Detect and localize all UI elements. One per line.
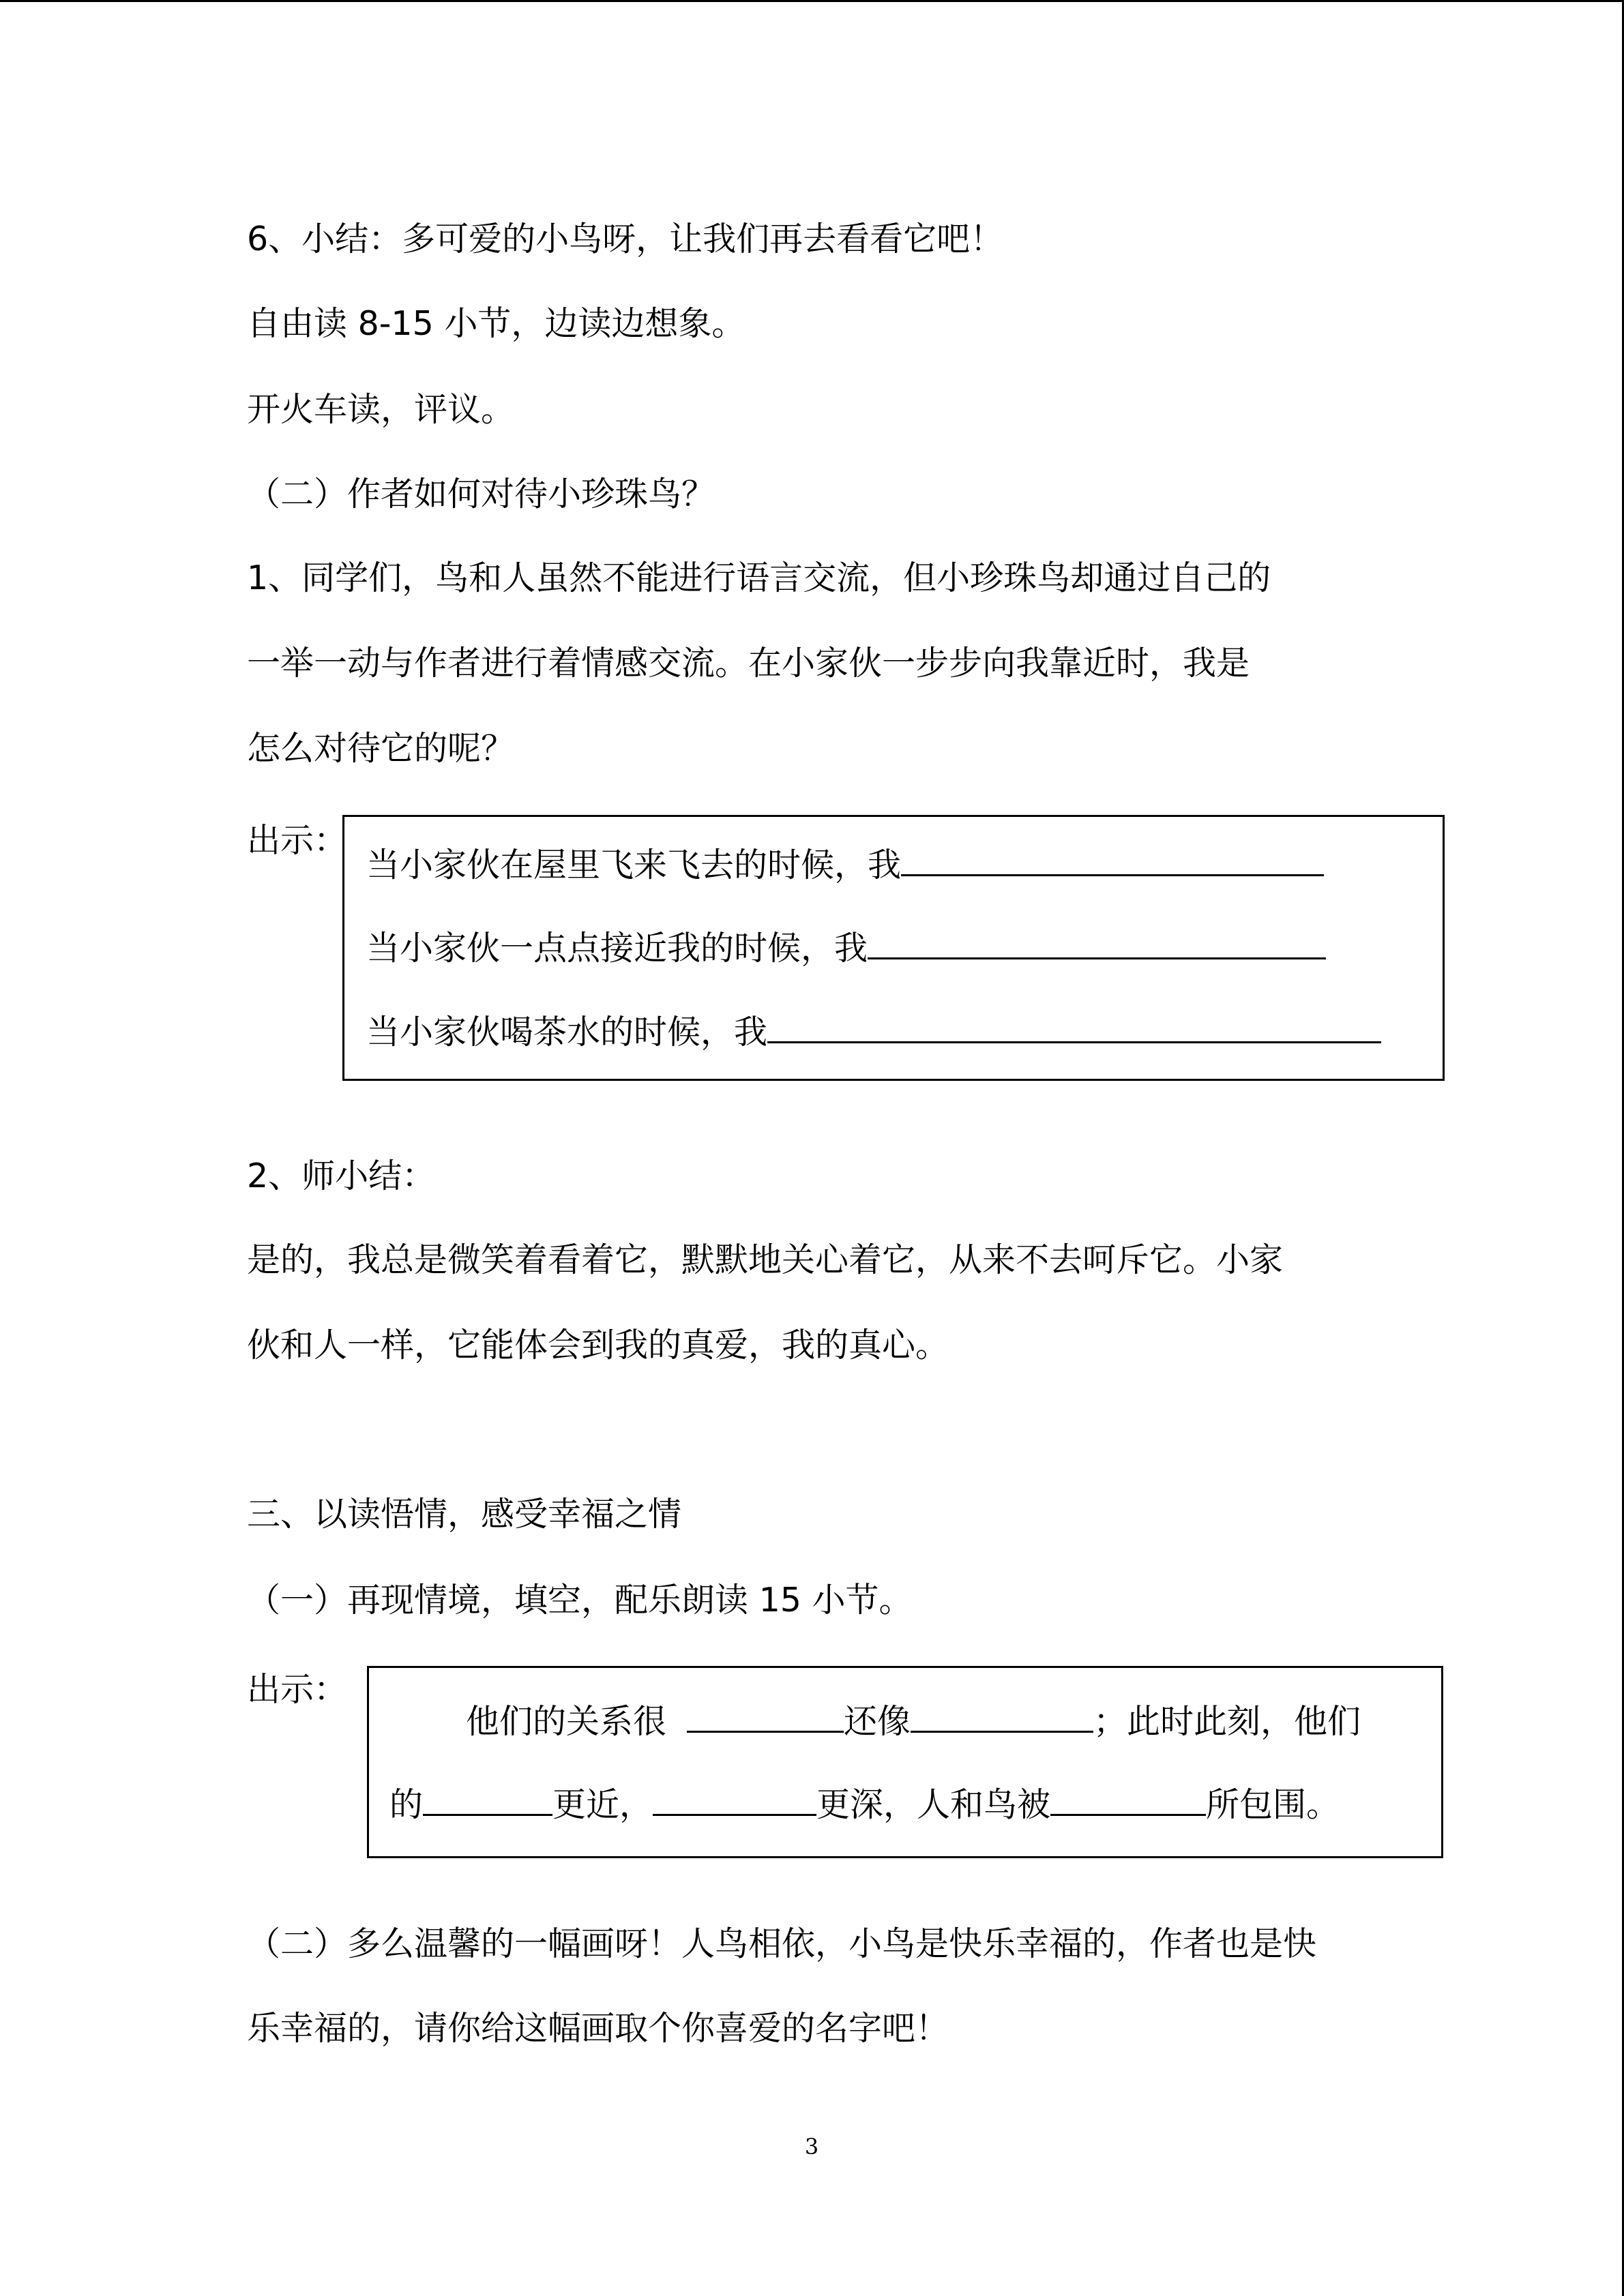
fill-in-row — [466, 1701, 1361, 1742]
paragraph-line: 1、同学们，鸟和人虽然不能进行语言交流，但小珍珠鸟却通过自己的 — [247, 558, 1271, 597]
fill-in-prompt: 当小家伙一点点接近我的时候，我 — [366, 929, 868, 968]
fill-in-text: 他们的关系很 — [466, 1702, 667, 1741]
fill-in-box — [367, 1666, 1443, 1858]
fill-in-text: ；此时此刻，他们 — [1093, 1702, 1361, 1741]
fill-in-text: 还像 — [844, 1702, 911, 1741]
paragraph-line: 一举一动与作者进行着情感交流。在小家伙一步步向我靠近时，我是 — [247, 644, 1250, 683]
fill-in-text: 所包围。 — [1206, 1785, 1340, 1824]
answer-blank[interactable] — [1050, 1784, 1206, 1816]
answer-blank[interactable] — [423, 1784, 552, 1816]
summary-line: 6、小结：多可爱的小鸟呀，让我们再去看看它吧！ — [247, 220, 1004, 258]
paragraph-line: 伙和人一样，它能体会到我的真爱，我的真心。 — [247, 1326, 949, 1365]
fill-in-row — [366, 1011, 1381, 1053]
show-label: 出示： — [247, 821, 348, 860]
fill-in-row — [389, 1784, 1340, 1825]
page-number: 3 — [804, 2134, 819, 2160]
teacher-summary-heading: 2、师小结： — [247, 1157, 436, 1195]
fill-in-prompt: 当小家伙在屋里飞来飞去的时候，我 — [366, 846, 902, 884]
answer-blank[interactable] — [868, 927, 1326, 959]
train-reading-line: 开火车读，评议。 — [247, 390, 515, 429]
show-label: 出示： — [247, 1670, 348, 1709]
paragraph-line: （二）多么温馨的一幅画呀！人鸟相依，小鸟是快乐幸福的，作者也是快 — [247, 1924, 1317, 1963]
section-heading: 三、以读悟情，感受幸福之情 — [247, 1495, 682, 1534]
fill-in-text: 更深，人和鸟被 — [816, 1785, 1051, 1824]
fill-in-box — [342, 815, 1445, 1081]
answer-blank[interactable] — [911, 1701, 1093, 1733]
paragraph-line: 怎么对待它的呢？ — [247, 729, 515, 768]
fill-in-row — [366, 844, 1324, 886]
answer-blank[interactable] — [901, 844, 1324, 876]
fill-in-prompt: 当小家伙喝茶水的时候，我 — [366, 1013, 768, 1052]
paragraph-line: 乐幸福的，请你给这幅画取个你喜爱的名字吧！ — [247, 2009, 949, 2048]
section-heading: （二）作者如何对待小珍珠鸟？ — [247, 475, 715, 513]
subsection-heading: （一）再现情境，填空，配乐朗读 15 小节。 — [247, 1581, 913, 1620]
answer-blank[interactable] — [767, 1011, 1381, 1043]
paragraph-line: 是的，我总是微笑着看着它，默默地关心着它，从来不去呵斥它。小家 — [247, 1240, 1284, 1279]
fill-in-row — [366, 927, 1326, 969]
free-reading-line: 自由读 8-15 小节，边读边想象。 — [247, 304, 745, 343]
fill-in-text: 更近， — [552, 1785, 653, 1824]
answer-blank[interactable] — [687, 1701, 844, 1733]
fill-in-text: 的 — [389, 1785, 424, 1824]
answer-blank[interactable] — [653, 1784, 816, 1816]
